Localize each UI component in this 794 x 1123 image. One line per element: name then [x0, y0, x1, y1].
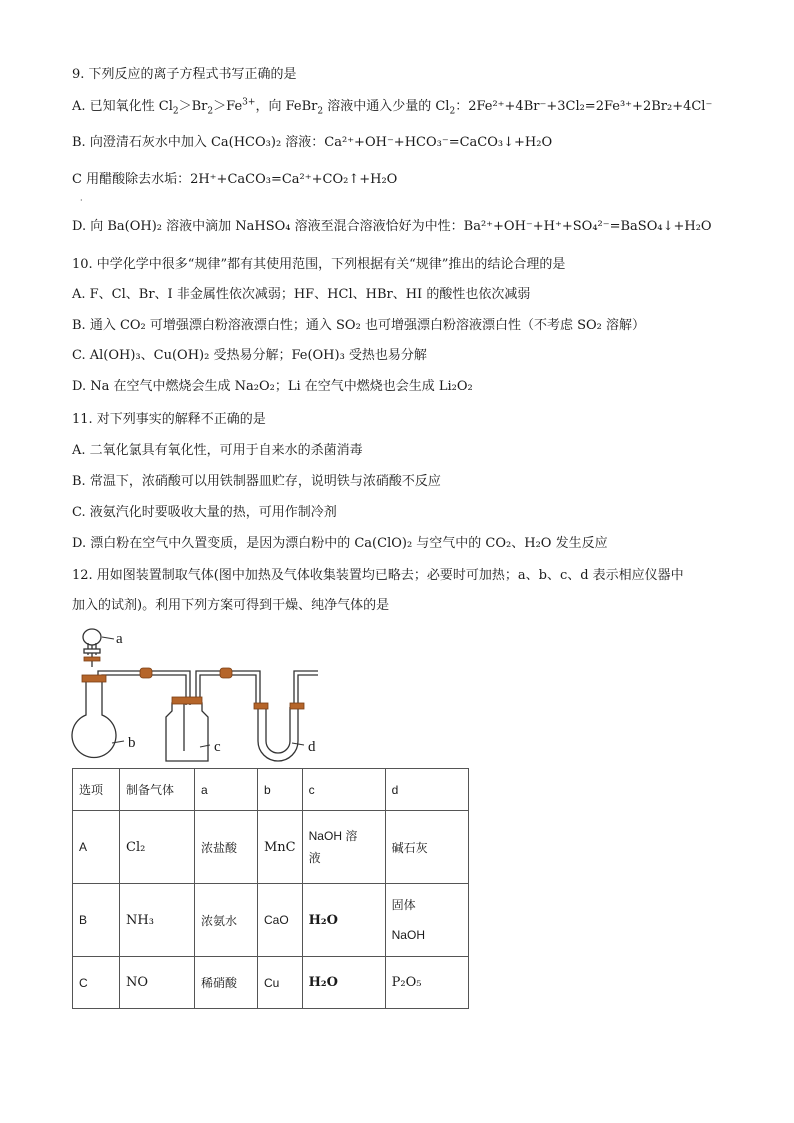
table-cell: A [73, 811, 120, 884]
bottle-stopper [172, 697, 202, 704]
table-header: c [302, 769, 385, 811]
table-cell: H₂O [302, 884, 385, 957]
table-cell: NO [120, 957, 195, 1009]
table-cell [302, 811, 385, 884]
table-cell [385, 884, 468, 957]
stray-mark: · [80, 196, 83, 205]
table-cell: NH₃ [120, 884, 195, 957]
cell-line: NaOH [391, 928, 425, 942]
cell-line: 液 [308, 851, 321, 865]
options-table [72, 768, 469, 1009]
q9-stem: 9. 下列反应的离子方程式书写正确的是 [72, 67, 297, 82]
table-header: a [195, 769, 258, 811]
table-cell: B [73, 884, 120, 957]
cell-line: NaOH 溶 [308, 829, 358, 843]
q9-option-d: D. 向 Ba(OH)₂ 溶液中滴加 NaHSO₄ 溶液至混合溶液恰好为中性：Ba²⁺+OH⁻+H⁺+SO₄²⁻=BaSO₄↓+H₂O [72, 219, 712, 234]
q9-a-equation: ：2Fe²⁺+4Br⁻+3Cl₂=2Fe³⁺+2Br₂+4Cl⁻ [455, 99, 713, 114]
q9-option-a [72, 98, 712, 116]
table-cell: H₂O [302, 957, 385, 1009]
label-a: a [116, 631, 123, 647]
q10-option-b: B. 通入 CO₂ 可增强漂白粉溶液漂白性；通入 SO₂ 也可增强漂白粉溶液漂白性（不考虑 SO₂ 溶解） [72, 318, 645, 333]
q10-option-a: A. F、Cl、Br、I 非金属性依次减弱；HF、HCl、HBr、HI 的酸性也依次减弱 [72, 287, 531, 302]
gas-washing-bottle [166, 703, 208, 761]
table-cell: 碱石灰 [385, 811, 468, 884]
cell-line: 固体 [391, 898, 416, 912]
label-c: c [214, 739, 221, 755]
dropping-funnel-bulb [83, 629, 101, 645]
q10-option-d: D. Na 在空气中燃烧会生成 Na₂O₂；Li 在空气中燃烧也会生成 Li₂O₂ [72, 379, 473, 394]
table-cell: Cl₂ [120, 811, 195, 884]
table-header: 选项 [73, 769, 120, 811]
q11-option-b: B. 常温下，浓硝酸可以用铁制器皿贮存，说明铁与浓硝酸不反应 [72, 474, 441, 489]
table-cell: 浓氨水 [195, 884, 258, 957]
table-header: d [385, 769, 468, 811]
q9-option-c: C 用醋酸除去水垢：2H⁺+CaCO₃=Ca²⁺+CO₂↑+H₂O [72, 172, 398, 187]
q11-option-d: D. 漂白粉在空气中久置变质，是因为漂白粉中的 Ca(ClO)₂ 与空气中的 CO₂、H₂O 发生反应 [72, 536, 608, 551]
u-tube-stopper-left [254, 703, 268, 709]
table-cell: 浓盐酸 [195, 811, 258, 884]
table-cell: C [73, 957, 120, 1009]
apparatus-diagram [60, 623, 330, 768]
table-row [73, 884, 469, 957]
label-d: d [308, 739, 316, 755]
label-b: b [128, 735, 136, 751]
table-cell: CaO [258, 884, 303, 957]
q12-stem-line2: 加入的试剂)。利用下列方案可得到干燥、纯净气体的是 [72, 598, 390, 613]
u-tube-stopper-right [290, 703, 304, 709]
table-header-row [73, 769, 469, 811]
table-cell: 稀硝酸 [195, 957, 258, 1009]
table-header: b [258, 769, 303, 811]
table-header: 制备气体 [120, 769, 195, 811]
flask-stopper [82, 675, 106, 682]
rubber-connector [220, 668, 232, 678]
table-row [73, 957, 469, 1009]
q11-stem: 11. 对下列事实的解释不正确的是 [72, 412, 266, 427]
q12-stem-line1: 12. 用如图装置制取气体(图中加热及气体收集装置均已略去；必要时可加热；a、b、c、d 表示相应仪器中 [72, 568, 684, 583]
round-bottom-flask [72, 681, 116, 757]
q9-a-prefix: A. 已知氧化性 $Cl_2>Br_2>Fe^{3+}$，向 FeBr$_2$ 溶液中通入少量的 $Cl_2$ [72, 97, 456, 117]
rubber-connector [140, 668, 152, 678]
q10-stem: 10. 中学化学中很多“规律”都有其使用范围，下列根据有关“规律”推出的结论合理的是 [72, 257, 566, 272]
q11-option-a: A. 二氧化氯具有氧化性，可用于自来水的杀菌消毒 [72, 443, 363, 458]
table-cell: P₂O₅ [385, 957, 468, 1009]
table-row [73, 811, 469, 884]
q11-option-c: C. 液氨汽化时要吸收大量的热，可用作制冷剂 [72, 505, 337, 520]
q10-option-c: C. Al(OH)₃、Cu(OH)₂ 受热易分解；Fe(OH)₃ 受热也易分解 [72, 348, 427, 363]
q9-option-b: B. 向澄清石灰水中加入 Ca(HCO₃)₂ 溶液：Ca²⁺+OH⁻+HCO₃⁻=CaCO₃↓+H₂O [72, 135, 553, 150]
table-cell: MnC [258, 811, 303, 884]
table-cell: Cu [258, 957, 303, 1009]
